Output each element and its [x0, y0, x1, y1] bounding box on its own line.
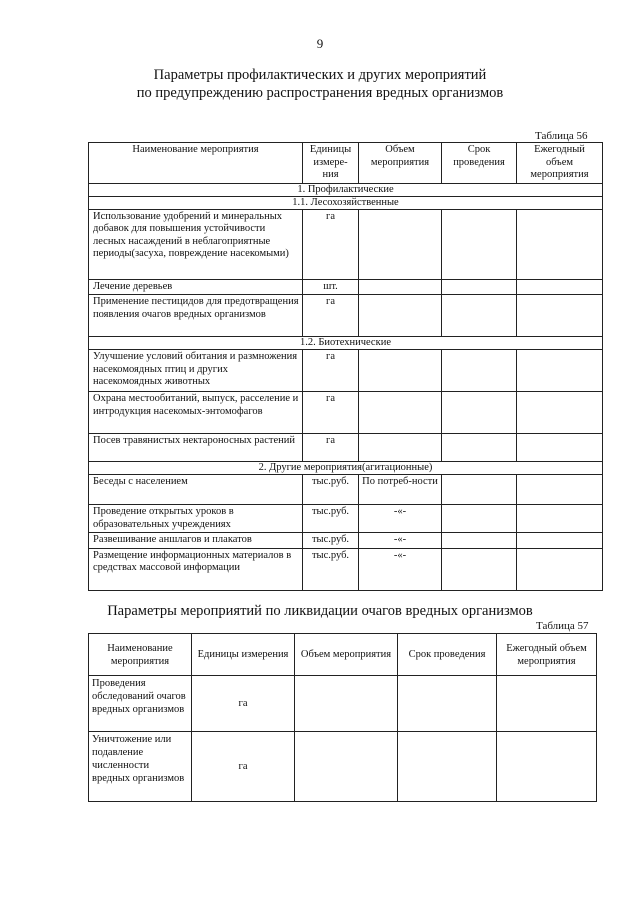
row-annual [517, 279, 603, 295]
row-annual [517, 434, 603, 462]
header-term: Срок проведения [398, 634, 497, 676]
row-unit: тыс.руб. [303, 505, 359, 533]
row-annual [517, 533, 603, 549]
section-prophylactic: 1. Профилактические [89, 183, 603, 196]
table-57-label: Таблица 57 [536, 620, 589, 632]
row-volume: -«- [359, 548, 442, 590]
table-57-header-row [89, 634, 597, 676]
row-term [442, 533, 517, 549]
row-volume [359, 392, 442, 434]
table-row [89, 434, 603, 462]
row-annual [517, 350, 603, 392]
row-term [442, 548, 517, 590]
row-name: Улучшение условий обитания и размножения насекомоядных птиц и других насекомоядных животных [89, 350, 303, 392]
row-volume [359, 279, 442, 295]
row-annual [517, 505, 603, 533]
document-title [0, 66, 640, 102]
section-biotechnical: 1.2. Биотехнические [89, 337, 603, 350]
row-term [398, 676, 497, 732]
header-volume: Объем мероприятия [359, 143, 442, 184]
page-number: 9 [316, 36, 324, 51]
row-unit: га [303, 434, 359, 462]
row-volume [295, 732, 398, 802]
table-row [89, 392, 603, 434]
row-term [442, 209, 517, 279]
header-unit: Единицы измерения [192, 634, 295, 676]
title-line-2: по предупреждению распространения вредных организмов [136, 85, 504, 101]
row-annual [517, 209, 603, 279]
title-line-1: Параметры профилактических и других мероприятий [153, 67, 487, 83]
row-volume [359, 295, 442, 337]
row-unit: га [192, 732, 295, 802]
row-volume: -«- [359, 533, 442, 549]
row-annual [517, 295, 603, 337]
table-56-header-row [89, 143, 603, 184]
row-name: Проведения обследований очагов вредных организмов [89, 676, 192, 732]
table-row [89, 505, 603, 533]
section-row [89, 462, 603, 475]
header-volume: Объем мероприятия [295, 634, 398, 676]
row-unit: тыс.руб. [303, 475, 359, 505]
row-term [442, 392, 517, 434]
row-volume [359, 350, 442, 392]
table-56-label: Таблица 56 [535, 130, 588, 142]
row-name: Применение пестицидов для предотвращения появления очагов вредных организмов [89, 295, 303, 337]
header-annual: Ежегодный объем мероприятия [517, 143, 603, 184]
row-name: Посев травянистых нектароносных растений [89, 434, 303, 462]
row-annual [517, 475, 603, 505]
row-volume: По потреб-ности [359, 475, 442, 505]
row-annual [517, 392, 603, 434]
table-56 [88, 142, 603, 591]
row-unit: тыс.руб. [303, 533, 359, 549]
row-name: Уничтожение или подавление численности вредных организмов [89, 732, 192, 802]
row-annual [497, 676, 597, 732]
row-name: Лечение деревьев [89, 279, 303, 295]
row-unit: га [303, 392, 359, 434]
row-volume: -«- [359, 505, 442, 533]
table-row [89, 548, 603, 590]
header-name: Наименование мероприятия [89, 634, 192, 676]
row-name: Развешивание аншлагов и плакатов [89, 533, 303, 549]
row-unit: шт. [303, 279, 359, 295]
table-row [89, 295, 603, 337]
row-volume [359, 434, 442, 462]
table-row [89, 676, 597, 732]
table-57 [88, 633, 597, 802]
table-row [89, 209, 603, 279]
row-annual [497, 732, 597, 802]
header-unit: Единицы измере-ния [303, 143, 359, 184]
row-term [442, 350, 517, 392]
row-term [442, 475, 517, 505]
header-name: Наименование мероприятия [89, 143, 303, 184]
row-name: Использование удобрений и минеральных добавок для повышения устойчивости лесных насаждений в неблагоприятные периоды(засуха, повреждение насекомыми) [89, 209, 303, 279]
row-unit: тыс.руб. [303, 548, 359, 590]
table-row [89, 475, 603, 505]
section-row [89, 196, 603, 209]
row-volume [359, 209, 442, 279]
row-volume [295, 676, 398, 732]
section-row [89, 337, 603, 350]
section-forestry: 1.1. Лесохозяйственные [89, 196, 603, 209]
row-unit: га [303, 209, 359, 279]
section-row [89, 183, 603, 196]
table-row [89, 279, 603, 295]
row-unit: га [192, 676, 295, 732]
table-row [89, 350, 603, 392]
row-name: Беседы с населением [89, 475, 303, 505]
row-name: Проведение открытых уроков в образовательных учреждениях [89, 505, 303, 533]
row-term [442, 505, 517, 533]
header-term: Срок проведения [442, 143, 517, 184]
row-annual [517, 548, 603, 590]
row-name: Размещение информационных материалов в средствах массовой информации [89, 548, 303, 590]
row-term [442, 434, 517, 462]
row-name: Охрана местообитаний, выпуск, расселение и интродукция насекомых-энтомофагов [89, 392, 303, 434]
row-term [442, 279, 517, 295]
section-title-2: Параметры мероприятий по ликвидации очагов вредных организмов [107, 603, 533, 619]
row-term [398, 732, 497, 802]
row-unit: га [303, 295, 359, 337]
section-other: 2. Другие мероприятия(агитационные) [89, 462, 603, 475]
row-unit: га [303, 350, 359, 392]
table-row [89, 533, 603, 549]
header-annual: Ежегодный объем мероприятия [497, 634, 597, 676]
table-row [89, 732, 597, 802]
row-term [442, 295, 517, 337]
